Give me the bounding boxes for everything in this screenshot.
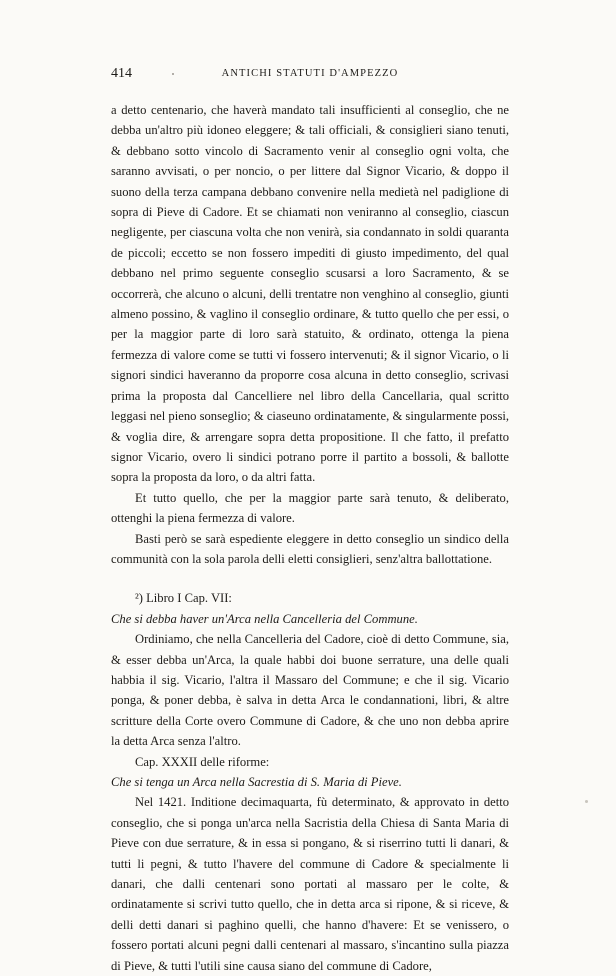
main-text	[111, 100, 509, 976]
paragraph: Et tutto quello, che per la maggior parte sarà tenuto, & deliberato, ottenghi la piena fermezza di valore.	[111, 490, 509, 526]
print-speck	[585, 800, 588, 803]
footnote-marker: Cap. XXXII delle riforme:	[135, 754, 270, 769]
footnote-title: Che si tenga un Arca nella Sacrestia di S. Maria di Pieve.	[111, 775, 402, 789]
paragraph: a detto centenario, che haverà mandato tali insufficienti al conseglio, che ne debba un'altro più idoneo eleggere; & tali officiali, & consiglieri siano tenuti, & debbano sotto vincolo di Sacramento venir al conseglio ogni volta, che saranno avvisati, o per noncio, o per littere dal Signor Vicario, & doppo il suono della terza campana debbano convenire nella medietà nel padiglione di sopra di Pieve di Cadore. Et se chiamati non veniranno al conseglio, ciascun negligente, per ciascuna volta che non venirà, sia condannato in soldi quaranta de piccoli; eccetto se non fossero impediti di giusto impedimento, del qual debbano nel primo seguente conseglio scusarsi a loro Sacramento, & se occorrerà, che alcuno o alcuni, delli trentatre non venghino al conseglio, giunti almeno possino, & vaglino il conseglio ordinare, & tutto quello che per essi, o per la maggior parte di loro sarà statuito, & ordinato, ottenga la piena fermezza di valore come se tutti vi fossero intervenuti; & il signor Vicario, o li signori sindici haveranno da proporre cosa alcuna in detto conseglio, scrivasi prima la proposta dal Cancelliere nel libro della Cancellaria, qual scritto leggasi nel pieno sonseglio; & ciaseuno ordinatamente, & singularmente possi, & voglia dire, & arrengare sopra detta propositione. Il che fatto, il prefatto signor Vicario, overo li sindici potrano porre il partito a bossoli, & ballotte sopra la proposta da loro, o da altri fatta.	[111, 103, 509, 485]
footnote-marker: ²) Libro I Cap. VII:	[135, 591, 232, 606]
footnote	[111, 588, 509, 976]
paragraph: Basti però se sarà espediente eleggere in detto conseglio un sindico della communità con la sola parola delli eletti consiglieri, senz'altra ballottatione.	[111, 531, 509, 566]
footnote-paragraph: Nel 1421. Inditione decimaquarta, fù determinato, & approvato in detto conseglio, che si ponga un'arca nella Sacristia della Chiesa di Santa Maria di Pieve con due serrature, & in essa si pongano, & si riserrino tutti li danari, & tutti li pegni, & tutto l'havere del commune di Cadore & specialmente li danari, che dalli centenari sono portati al massaro per le colte, & ordinatamente si scrivi tutto quello, che in detta arca si ripone, & si riceve, & delli detti danari si paghino quelli, che hanno d'havere: Et se venissero, o fossero portati alcuni pegni dalli centenari al massaro, s'incantino sulla piazza di Pieve, & tutti l'utili sine causa siano del commune di Cadore,	[111, 795, 509, 973]
footnote-paragraph: Ordiniamo, che nella Cancelleria del Cadore, cioè di detto Commune, sia, & esser debba un'Arca, la quale habbi doi buone serrature, una delle quali habbia il sig. Vicario, l'altra il Massaro del Commune; e che il sig. Vicario ponga, & poner debba, è salva in detta Arca le condannationi, libri, & altre scritture della Corte overo Commune di Cadore, & che uno non debba aprire la detta Arca senza l'altro.	[111, 632, 509, 749]
page-number: 414	[111, 66, 132, 81]
footnote-title: Che si debba haver un'Arca nella Cancelleria del Commune.	[111, 611, 418, 626]
page-header	[111, 66, 509, 86]
running-title: ANTICHI STATUTI D'AMPEZZO	[221, 68, 399, 79]
